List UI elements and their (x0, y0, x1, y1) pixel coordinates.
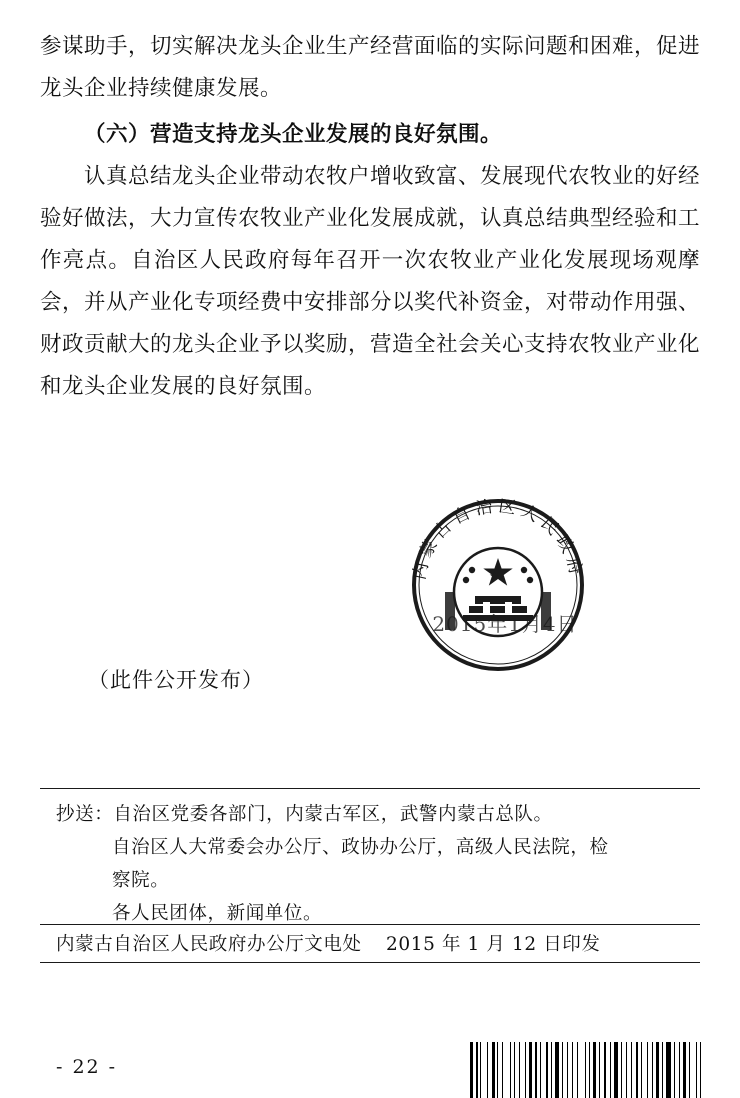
barcode-bar (574, 1042, 576, 1098)
barcode-bar (487, 1042, 488, 1098)
barcode-bar (689, 1042, 690, 1098)
barcode-bar (560, 1042, 561, 1098)
barcode-bar (593, 1042, 596, 1098)
footer-divider-bottom (40, 962, 700, 963)
body-text (40, 26, 700, 408)
barcode (470, 1042, 706, 1098)
paragraph-body: 认真总结龙头企业带动农牧户增收致富、发展现代农牧业的好经验好做法，大力宣传农牧业产业化发展成就，认真总结典型经验和工作亮点。自治区人民政府每年召开一次农牧业产业化发展现场观摩会，并从产业化专项经费中安排部分以奖代补资金，对带动作用强、财政贡献大的龙头企业予以奖励，营造全社会关心支持农牧业产业化和龙头企业发展的良好氛围。 (40, 164, 701, 399)
barcode-bar (627, 1042, 630, 1098)
barcode-bar (604, 1042, 606, 1098)
seal-graphic (405, 492, 591, 678)
barcode-bar (482, 1042, 486, 1098)
seal-date: 2015年1月4日 (432, 612, 578, 636)
barcode-bar (652, 1042, 653, 1098)
cc-label: 抄送： (56, 804, 114, 825)
barcode-bar (683, 1042, 686, 1098)
footer-divider-middle (40, 924, 700, 925)
barcode-bar (553, 1042, 555, 1098)
barcode-bar (540, 1042, 541, 1098)
barcode-bar (510, 1042, 511, 1098)
barcode-bar (621, 1042, 622, 1098)
barcode-bar (672, 1042, 673, 1098)
barcode-bar (516, 1042, 518, 1098)
barcode-bar (619, 1042, 620, 1098)
cc-line-4: 各人民团体，新闻单位。 (112, 903, 323, 924)
barcode-bar (679, 1042, 680, 1098)
barcode-bar (698, 1042, 700, 1098)
section-heading: （六）营造支持龙头企业发展的良好氛围。 (84, 122, 503, 147)
barcode-bar (533, 1042, 534, 1098)
barcode-bar (542, 1042, 545, 1098)
barcode-bar (649, 1042, 651, 1098)
barcode-bar (633, 1042, 635, 1098)
barcode-bar (549, 1042, 550, 1098)
barcode-bar (691, 1042, 695, 1098)
barcode-bar (660, 1042, 661, 1098)
barcode-bar (496, 1042, 497, 1098)
barcode-bar (585, 1042, 586, 1098)
barcode-bar (555, 1042, 559, 1098)
barcode-bar (502, 1042, 503, 1098)
barcode-bar (656, 1042, 659, 1098)
barcode-bar (666, 1042, 671, 1098)
issuer-row (56, 930, 696, 956)
barcode-bar (674, 1042, 675, 1098)
svg-text:内蒙古自治区人民政府: 内蒙古自治区人民政府 (409, 496, 587, 582)
barcode-bar (567, 1042, 568, 1098)
barcode-bar (607, 1042, 610, 1098)
barcode-bar (577, 1042, 578, 1098)
cc-line-1 (56, 798, 696, 831)
official-seal (405, 492, 605, 692)
barcode-bar (597, 1042, 598, 1098)
barcode-bar (610, 1042, 611, 1098)
barcode-bar (514, 1042, 516, 1098)
barcode-bar (696, 1042, 697, 1098)
barcode-bar (529, 1042, 533, 1098)
barcode-bar (587, 1042, 588, 1098)
cc-line-3: 察院。 (112, 870, 170, 891)
barcode-bar (562, 1042, 563, 1098)
barcode-bar (569, 1042, 572, 1098)
barcode-bar (579, 1042, 584, 1098)
barcode-bar (702, 1042, 705, 1098)
barcode-bar (504, 1042, 509, 1098)
barcode-bar (641, 1042, 642, 1098)
barcode-bar (512, 1042, 513, 1098)
footer-divider-top (40, 788, 700, 789)
barcode-bar (492, 1042, 495, 1098)
barcode-bar (664, 1042, 665, 1098)
barcode-bar (479, 1042, 480, 1098)
barcode-bar (643, 1042, 647, 1098)
barcode-bar (662, 1042, 664, 1098)
barcode-bar (572, 1042, 573, 1098)
paragraph-continuation: 参谋助手，切实解决龙头企业生产经营面临的实际问题和困难，促进龙头企业持续健康发展。 (40, 34, 701, 101)
barcode-bar (647, 1042, 648, 1098)
barcode-bar (700, 1042, 701, 1098)
barcode-bar (591, 1042, 592, 1098)
barcode-bar (636, 1042, 638, 1098)
issuer-print-date: 2015 年 1 月 12 日印发 (386, 934, 601, 955)
barcode-bar (519, 1042, 520, 1098)
barcode-bar (470, 1042, 473, 1098)
barcode-bar (535, 1042, 537, 1098)
barcode-bar (601, 1042, 603, 1098)
barcode-bar (564, 1042, 566, 1098)
issuer-organization: 内蒙古自治区人民政府办公厅文电处 (56, 934, 362, 955)
barcode-bar (687, 1042, 688, 1098)
barcode-bar (589, 1042, 591, 1098)
barcode-bar (546, 1042, 548, 1098)
barcode-bar (614, 1042, 618, 1098)
page-number: - 22 - (56, 1056, 118, 1078)
barcode-bar (474, 1042, 475, 1098)
barcode-bar (639, 1042, 640, 1098)
barcode-bar (527, 1042, 528, 1098)
barcode-bar (599, 1042, 600, 1098)
barcode-bar (480, 1042, 481, 1098)
public-release-note: （此件公开发布） (88, 668, 264, 692)
cc-block (56, 798, 696, 930)
barcode-bar (676, 1042, 678, 1098)
barcode-bar (654, 1042, 655, 1098)
barcode-bar (538, 1042, 539, 1098)
barcode-bar (623, 1042, 625, 1098)
cc-text-1: 自治区党委各部门，内蒙古军区，武警内蒙古总队。 (113, 804, 553, 825)
barcode-bar (626, 1042, 627, 1098)
barcode-bar (551, 1042, 552, 1098)
barcode-bar (489, 1042, 491, 1098)
barcode-bar (521, 1042, 524, 1098)
barcode-bar (497, 1042, 498, 1098)
barcode-bar (612, 1042, 613, 1098)
barcode-bar (525, 1042, 526, 1098)
cc-line-2: 自治区人大常委会办公厅、政协办公厅，高级人民法院，检 (112, 837, 609, 858)
barcode-bar (681, 1042, 683, 1098)
barcode-bar (631, 1042, 632, 1098)
barcode-bar (476, 1042, 478, 1098)
barcode-bar (499, 1042, 501, 1098)
